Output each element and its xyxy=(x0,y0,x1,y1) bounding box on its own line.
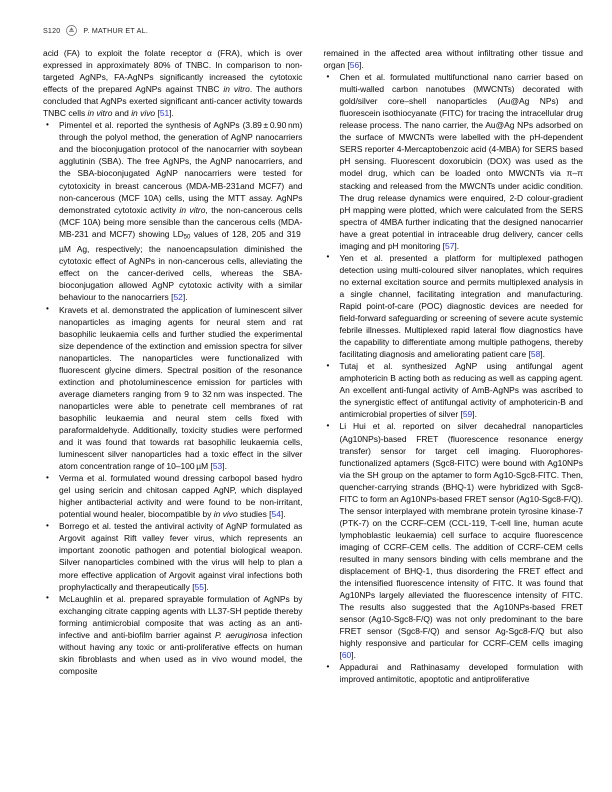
list-item: • Pimentel et al. reported the synthesis of AgNPs (3.89 ± 0.90 nm) through the polyol method, the generation of AgNP nanocarriers and the bioconjugation protocol of the nanocarrier with soybean agglutinin (SBA). The free AgNPs, the AgNP nanocarriers, and the SBA-bioconjugated AgNP nanocarriers were tested for cytotoxicity in breast cancerous (MDA-MB-231and MCF7) and non-cancerous (MCF 10A) cells, using the MTT assay. AgNPs demonstrated cytotoxic activity in vitro, the non-cancerous cells (MCF 10A) being more sensible than the cancerous cells (MDA-MB-231 and MCF7) showing $LD_{50}$ values of 128, 205 and 319 µM Ag, respectively; the nanoencapsulation diminished the cytotoxic effect of AgNPs in non-cancerous cells, alleviating the effect on the cancer-derived cells, whereas the SBA-bioconjugation allowed AgNP cytotoxic activity with a similar behaviour to the nanocarriers [52]. xyxy=(43,119,303,303)
list-item: • Kravets et al. demonstrated the application of luminescent silver nanoparticles as imaging agents for neural stem and rat basophilic leukaemia cells and further studied the experimental size dependence of the extinction and emission spectra for silver nanoparticles. The nanoparticles were functionalized with fluorescent glycine dimers. Spectral position of the resonance extinction and photoluminescence emission for particles with average diameters ranging from 9 to 32 nm was inspected. The nanoparticles were able to penetrate cell membranes of rat basophilic leukaemia and neural stem cells fixed with paraformaldehyde. Additionally, toxicity studies were performed and it was found that towards rat basophilic leukaemia cells, luminescent silver nanoparticles had a toxic effect in the silver atom concentration range of 10–100 µM [53]. xyxy=(43,304,303,473)
continued-paragraph-right: remained in the affected area without infiltrating other tissue and organ [56]. xyxy=(323,48,583,71)
running-head-authors: P. MATHUR ET AL. xyxy=(83,26,149,35)
list-item: • Appadurai and Rathinasamy developed formulation with improved antimitotic, apoptotic and antiproliferative xyxy=(324,661,584,685)
column-right xyxy=(324,47,584,685)
list-item: • Tutaj et al. synthesized AgNP using antifungal agent amphotericin B acting both as reducing as well as capping agent. An excellent anti-fungal activity of AmB-AgNPs was ascribed to the synergistic effect of antifungal activity of amphotericin-B and antimicrobial properties of silver [59]. xyxy=(324,360,584,420)
continued-paragraph-left: acid (FA) to exploit the folate receptor α (FRA), which is over expressed in approximately 80% of TNBC. In comparison to non-targeted AgNPs, FA-AgNPs significantly increased the cytotoxic effects of the prepared AgNPs against TNBC in vitro. The authors concluded that AgNPs exerted significant anti-cancer activity towards TNBC cells in vitro and in vivo [51]. xyxy=(43,48,303,119)
page-folio: S120 xyxy=(43,26,61,35)
bullet-list-left xyxy=(43,119,303,677)
list-item: • Borrego et al. tested the antiviral activity of AgNP formulated as Argovit against Rift valley fever virus, which represents an important zoonotic pathogen and potential biological weapon. Silver nanoparticles combined with the virus will help to plan a more effective application of Argovit against viral infections both prophylactically and therapeutically [55]. xyxy=(43,520,303,592)
body-columns xyxy=(43,47,583,685)
crossmark-icon[interactable] xyxy=(66,25,77,36)
bullet-list-right xyxy=(324,71,584,685)
list-item: • Verma et al. formulated wound dressing carbopol based hydro gel using sericin and chitosan capped AgNP, which displayed higher antibacterial activity and were found to be non-irritant, potential wound healer, biocompatible by in vivo studies [54]. xyxy=(43,472,303,520)
list-item: • McLaughlin et al. prepared sprayable formulation of AgNPs by exchanging citrate capping agents with LL37-SH peptide thereby forming antimicrobial composite that was acting as an anti-infective and anti-biofilm barrier against P. aeruginosa infection without having any toxic or anti-proliferative effects on human skin fibroblasts and when used as in vivo wound model, the composite xyxy=(43,593,303,677)
column-left xyxy=(43,47,303,685)
running-head xyxy=(43,25,148,36)
list-item: • Yen et al. presented a platform for multiplexed pathogen detection using multi-coloured silver nanoplates, which requires no external excitation source and permits multiplexed analysis in a single channel, facilitating integration and manufacturing. Rapid point-of-care (POC) diagnostic devices are needed for field-forward safeguarding or screening of severe acute systemic febrile illnesses. Multiplexed rapid lateral flow diagnostics have the capability to differentiate among multiple pathogens, thereby facilitating diagnosis and ameliorating patient care [58]. xyxy=(324,252,584,360)
list-item: • Chen et al. formulated multifunctional nano carrier based on multi-walled carbon nanotubes (MWCNTs) decorated with gold/silver core–shell nanoparticles (Au@Ag NPs) and fluorescein isothiocyanate (FITC) for tracing the intracellular drug release process. The nano carrier, the Au@Ag NPs adsorbed on the surface of MWCNTs were labelled with the pH-dependent SERS reporter 4-Mercaptobenzoic acid (4-MBA) for SERS based pH sensing. Fluorescent doxorubicin (DOX) was used as the model drug, which can be loaded onto MWCNTs via π–π stacking and released from the MWCNTs under acidic condition. The drug release dynamics were enquired, 2-D colour-gradient pH mapping were plotted, which were calculated from the SERS spectra of 4MBA further indicating that the designed nanocarrier have a great potential in intraceable drug delivery, cancer cells imaging and pH monitoring [57]. xyxy=(324,71,584,252)
list-item: • Li Hui et al. reported on silver decahedral nanoparticles (Ag10NPs)-based FRET (fluorescence resonance energy transfer) sensor for target cell imaging. Fluorophores-functionalized aptamers (Sgc8-FITC) were bound with Ag10NPs via the SH group on the aptamer to form Ag10-Sgc8-FITC. Then, quencher-carrying strands (BHQ-1) were hybridized with Sgc8-FITC to form an Ag10NPs-based FRET sensor (Ag10-Sgc8-F/Q). The sensor interplayed with membrane protein tyrosine kinase-7 (PTK-7) on the CCRF-CEM (CCL-119, T-cell line, human acute lymphoblastic leukaemia) cell surface to acquire fluorescence imaging of CCRF-CEM cells. The addition of CCRF-CEM cells resulted in many sensors binding with cells membrane and the displacement of BHQ-1, thus disordering the FRET effect and the intensified fluorescence intensity of FITC. It was found that Ag10NPs largely alleviated the fluorescence intensity of FITC. The results also suggested that the Ag10NPs-based FRET sensor (Ag10-Sgc8-F/Q) was not only predominant to the bare FRET sensor (Sgc8-F/Q) and sensor Ag-Sgc8-F/Q but also highly responsive and particular for CCRF-CEM cells imaging [60]. xyxy=(324,420,584,661)
